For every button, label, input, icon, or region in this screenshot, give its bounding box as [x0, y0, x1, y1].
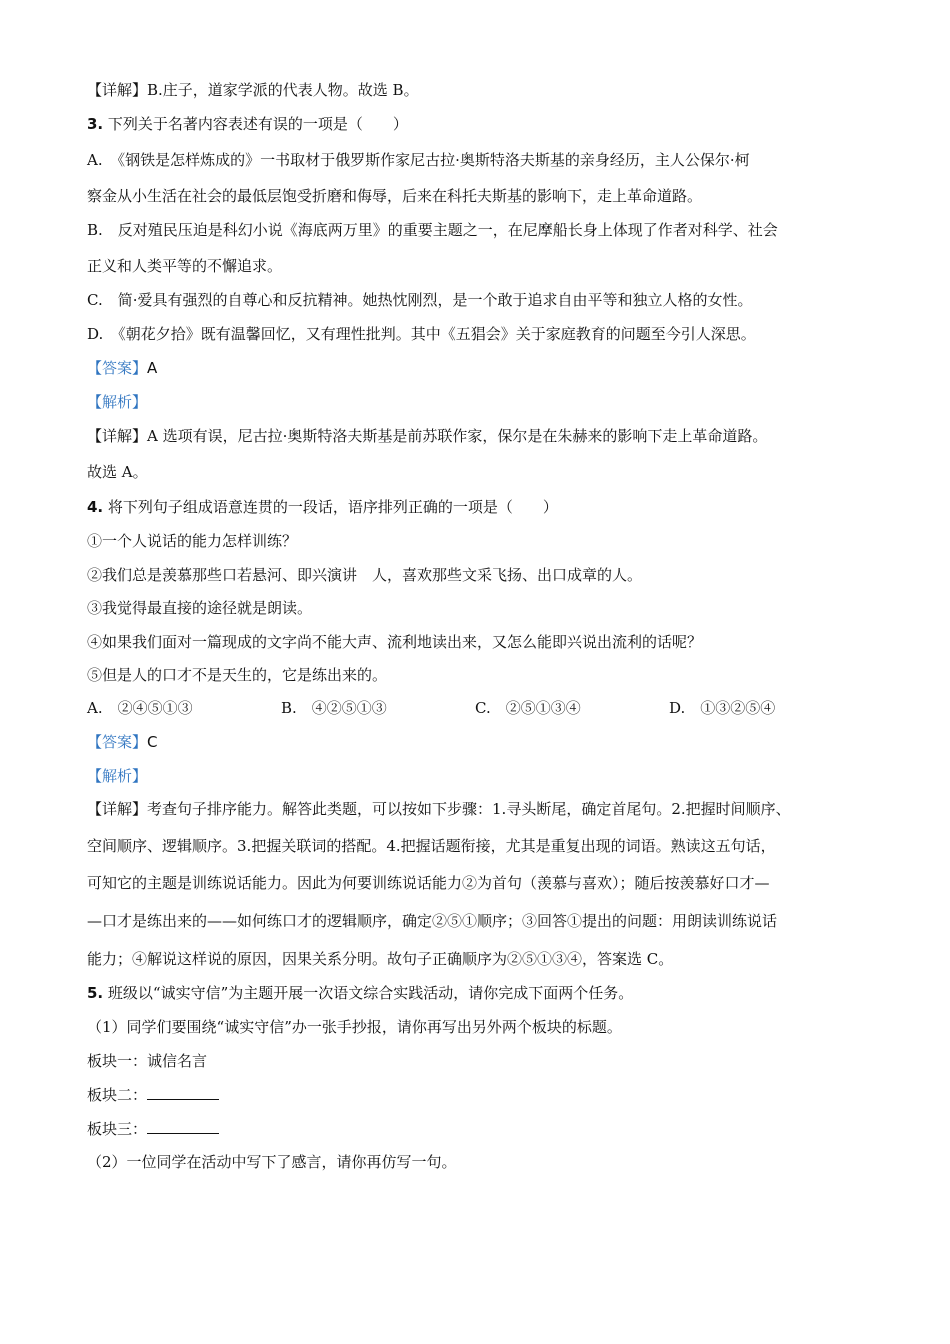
q3-option-b-line2: 正义和人类平等的不懈追求。 [87, 257, 283, 275]
q2-detail: 【详解】B.庄子，道家学派的代表人物。故选 B。 [87, 81, 419, 99]
question-number: 5. [87, 984, 104, 1002]
q4-sentence-1: ①一个人说话的能力怎样训练？ [87, 532, 298, 550]
question-5-stem [87, 983, 633, 1003]
q4-sentence-4: ④如果我们面对一篇现成的文字尚不能大声、流利地读出来，又怎么能即兴说出流利的话呢？ [87, 633, 703, 651]
q4-option-b: B. ④②⑤①③ [281, 699, 387, 717]
question-3-stem [87, 114, 408, 134]
answer-label: 【答案】 [87, 359, 148, 377]
q4-answer [87, 732, 158, 752]
q3-detail-line2: 故选 A。 [87, 463, 148, 481]
q5-block-1: 板块一：诚信名言 [87, 1052, 208, 1070]
q5-block-3 [87, 1119, 219, 1139]
block-label: 板块三： [87, 1120, 148, 1138]
question-text: 将下列句子组成语意连贯的一段话，语序排列正确的一项是（ ） [107, 498, 558, 516]
q4-detail-line5: 能力；④解说这样说的原因，因果关系分明。故句子正确顺序为②⑤①③④，答案选 C。 [87, 950, 674, 968]
block-label: 板块二： [87, 1086, 148, 1104]
answer-blank[interactable] [147, 1119, 219, 1134]
q3-option-b-line1: B. 反对殖民压迫是科幻小说《海底两万里》的重要主题之一，在尼摩船长身上体现了作者对科学、社会 [87, 221, 778, 239]
q4-detail-line2: 空间顺序、逻辑顺序。3.把握关联词的搭配。4.把握话题衔接，尤其是重复出现的词语。熟读这五句话， [87, 837, 776, 855]
q3-option-d: D. 《朝花夕拾》既有温馨回忆，又有理性批判。其中《五猖会》关于家庭教育的问题至今引人深思。 [87, 325, 756, 343]
q4-detail-line4: —口才是练出来的——如何练口才的逻辑顺序，确定②⑤①顺序；③回答①提出的问题：用朗读训练说话 [87, 912, 778, 930]
q4-sentence-5: ⑤但是人的口才不是天生的，它是练出来的。 [87, 666, 388, 684]
q4-option-c: C. ②⑤①③④ [475, 699, 581, 717]
q5-part-1: （1）同学们要围绕“诚实守信”办一张手抄报，请你再写出另外两个板块的标题。 [87, 1018, 622, 1036]
q5-block-2 [87, 1085, 219, 1105]
q3-option-c: C. 简·爱具有强烈的自尊心和反抗精神。她热忱刚烈，是一个敢于追求自由平等和独立人格的女性。 [87, 291, 753, 309]
answer-blank[interactable] [147, 1085, 219, 1100]
q5-part-2: （2）一位同学在活动中写下了感言，请你再仿写一句。 [87, 1153, 457, 1171]
q3-detail-line1: 【详解】A 选项有误，尼古拉·奥斯特洛夫斯基是前苏联作家，保尔是在朱赫来的影响下走上革命道路。 [87, 427, 768, 445]
question-4-stem [87, 497, 558, 517]
q4-analysis-label: 【解析】 [87, 767, 148, 785]
q3-analysis-label: 【解析】 [87, 393, 148, 411]
question-number: 3. [87, 115, 104, 133]
q4-detail-line1: 【详解】考查句子排序能力。解答此类题，可以按如下步骤：1.寻头断尾，确定首尾句。2.把握时间顺序、 [87, 800, 791, 818]
q4-option-d: D. ①③②⑤④ [669, 699, 776, 717]
answer-value: C [147, 733, 158, 751]
question-text: 班级以“诚实守信”为主题开展一次语文综合实践活动，请你完成下面两个任务。 [107, 984, 634, 1002]
answer-label: 【答案】 [87, 733, 148, 751]
q3-answer [87, 358, 157, 378]
question-number: 4. [87, 498, 104, 516]
question-text: 下列关于名著内容表述有误的一项是（ ） [107, 115, 408, 133]
q3-option-a-line1: A. 《钢铁是怎样炼成的》一书取材于俄罗斯作家尼古拉·奥斯特洛夫斯基的亲身经历，主人公保尔·柯 [87, 151, 750, 169]
q4-option-a: A. ②④⑤①③ [87, 699, 193, 717]
q4-sentence-2: ②我们总是羡慕那些口若悬河、即兴演讲 人，喜欢那些文采飞扬、出口成章的人。 [87, 566, 643, 584]
q4-detail-line3: 可知它的主题是训练说话能力。因此为何要训练说话能力②为首句（羡慕与喜欢）；随后按羡慕好口才— [87, 874, 770, 892]
answer-value: A [147, 359, 158, 377]
q3-option-a-line2: 察金从小生活在社会的最低层饱受折磨和侮辱，后来在科托夫斯基的影响下，走上革命道路。 [87, 187, 703, 205]
q4-sentence-3: ③我觉得最直接的途径就是朗读。 [87, 599, 313, 617]
